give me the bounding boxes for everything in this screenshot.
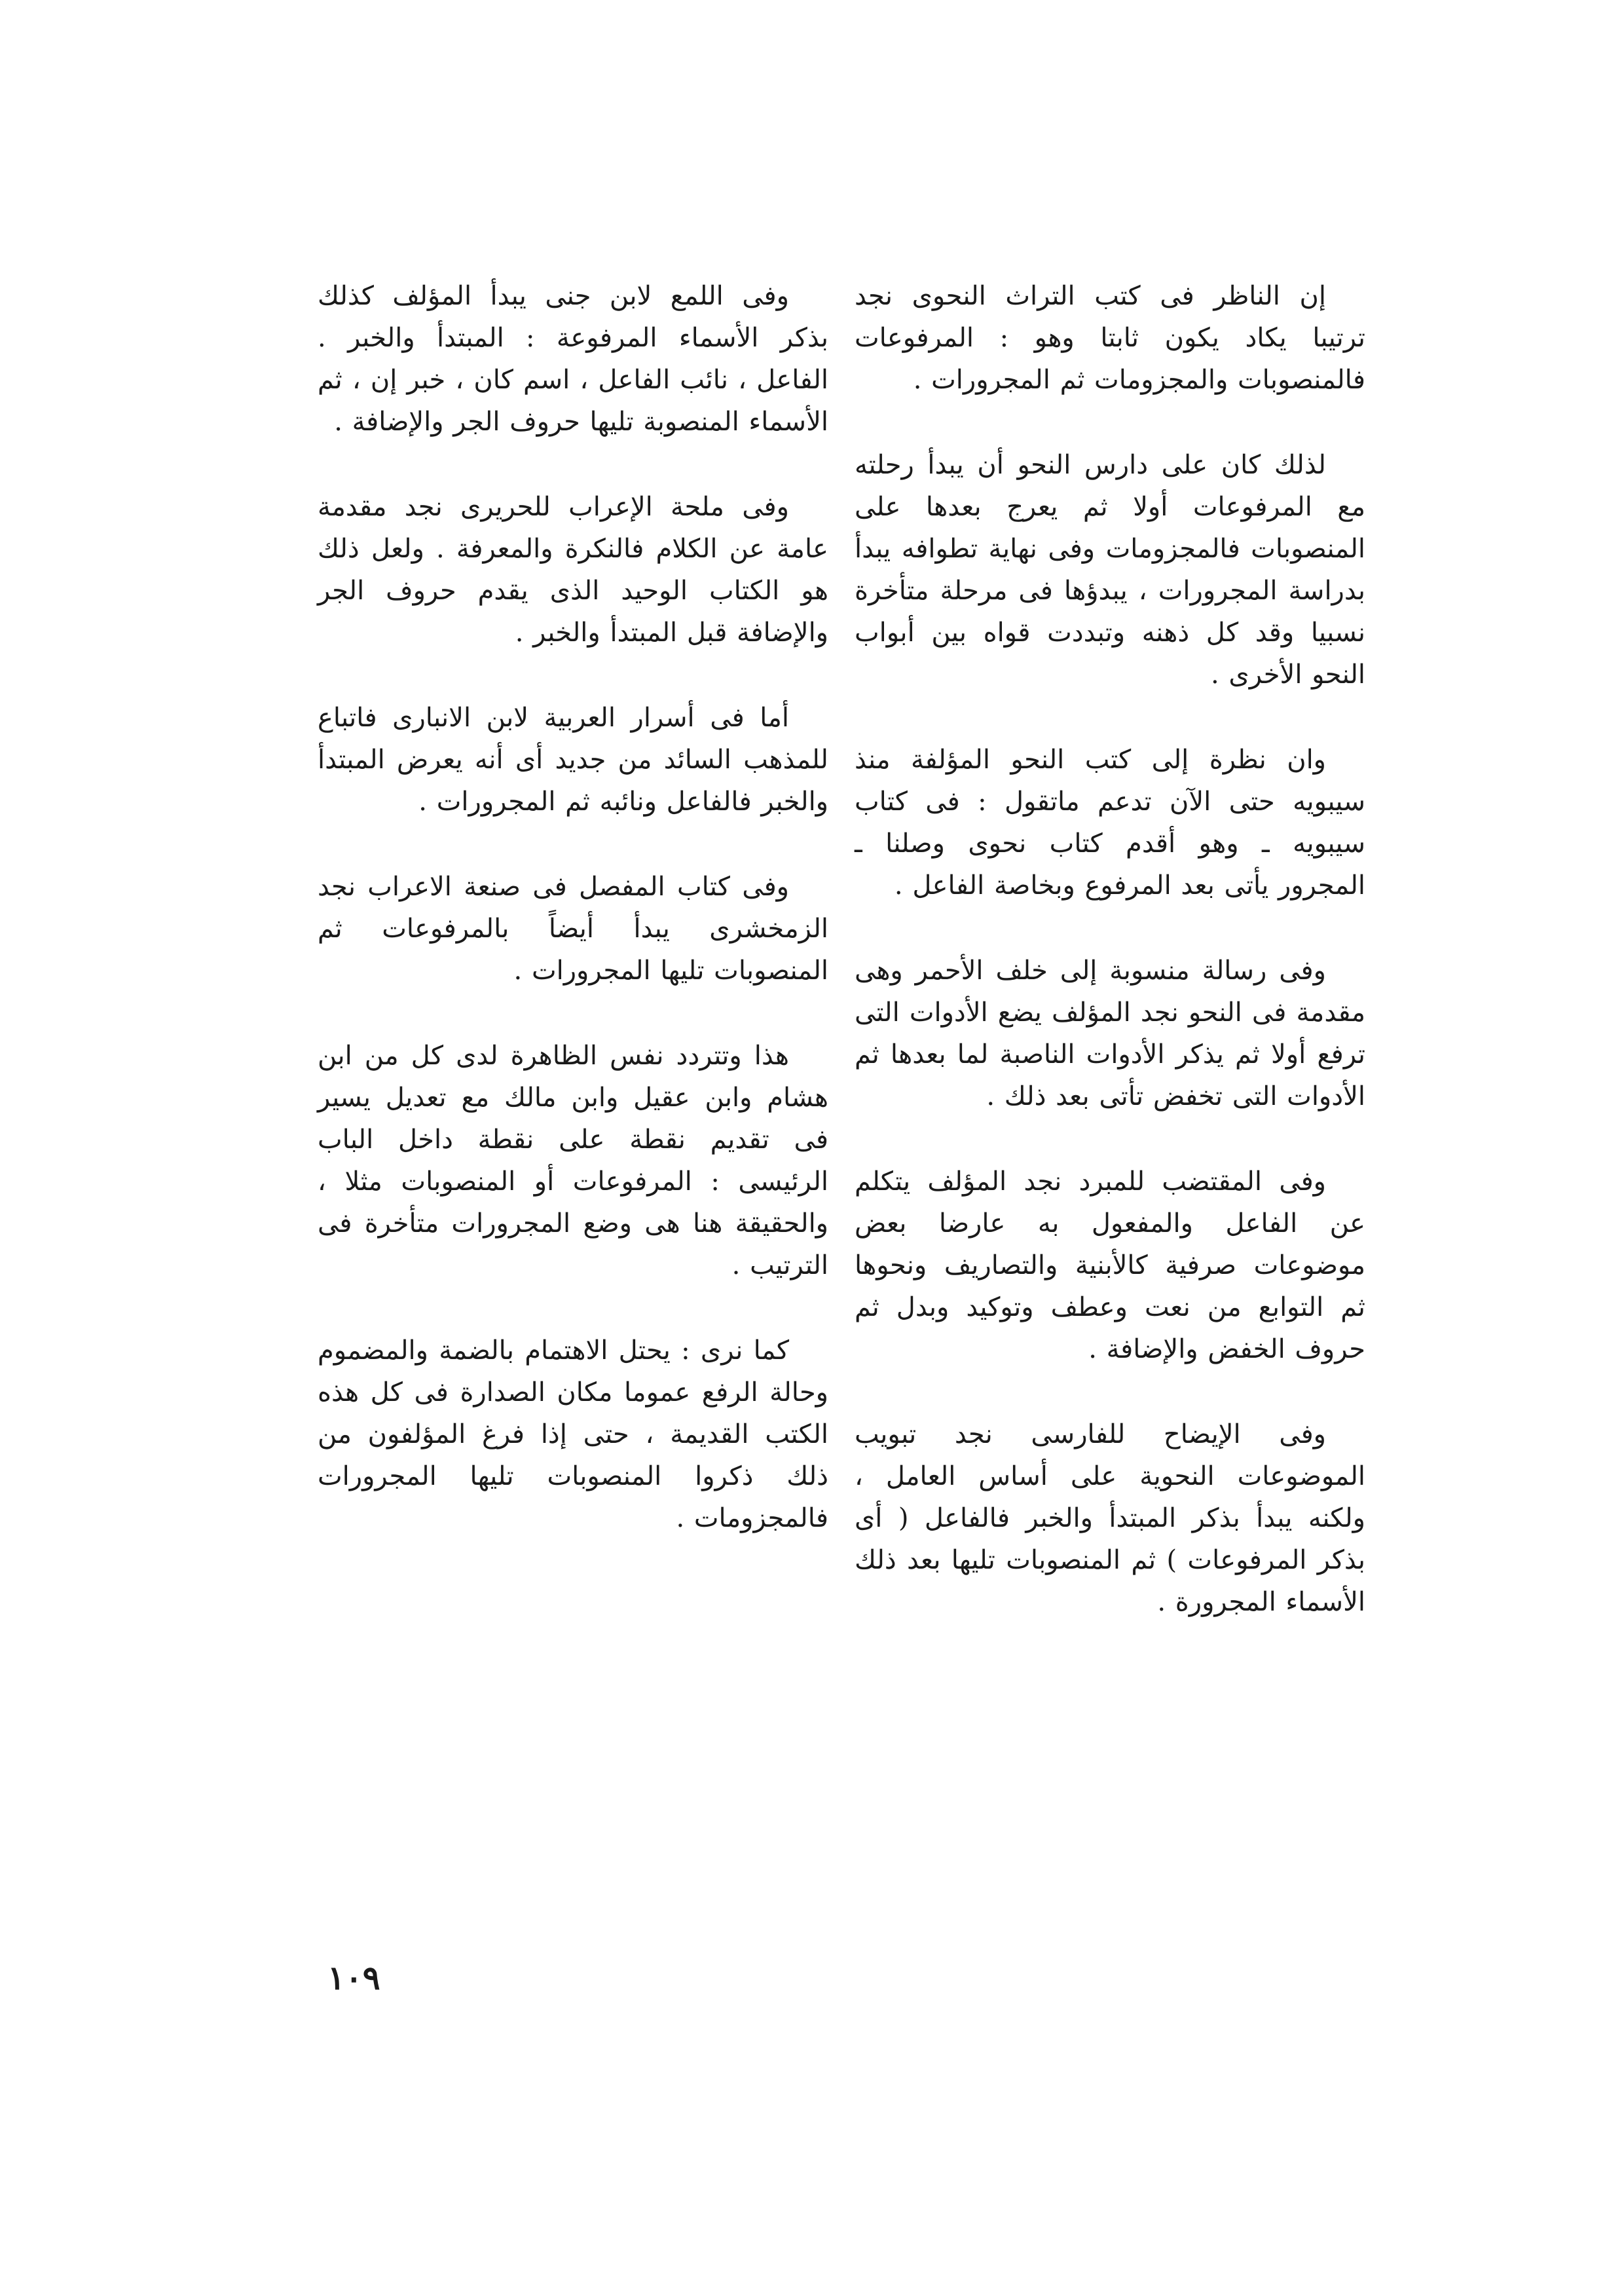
right-column <box>855 275 1365 1666</box>
paragraph: وفى كتاب المفصل فى صنعة الاعراب نجد الزمخشرى يبدأ أيضاً بالمرفوعات ثم المنصوبات تليها المجرورات . <box>318 872 828 986</box>
paragraph: وفى المقتضب للمبرد نجد المؤلف يتكلم عن الفاعل والمفعول به عارضا بعض موضوعات صرفية كالأبنية والتصاريف ونحوها ثم التوابع من نعت وعطف وتوكيد وبدل ثم حروف الخفض والإضافة . <box>855 1166 1365 1364</box>
paragraph: وفى رسالة منسوبة إلى خلف الأحمر وهى مقدمة فى النحو نجد المؤلف يضع الأدوات التى ترفع أولا ثم يذكر الأدوات الناصبة لما بعدها ثم الأدوات التى تخفض تأتى بعد ذلك . <box>855 956 1365 1111</box>
paragraph: إن الناظر فى كتب التراث النحوى نجد ترتيبا يكاد يكون ثابتا وهو : المرفوعات فالمنصوبات والمجزومات ثم المجرورات . <box>855 281 1365 395</box>
paragraph: وان نظرة إلى كتب النحو المؤلفة منذ سيبويه حتى الآن تدعم ماتقول : فى كتاب سيبويه ـ وهو أقدم كتاب نحوى وصلنا ـ المجرور يأتى بعد المرفوع وبخاصة الفاعل . <box>855 745 1365 901</box>
paragraph: وفى الإيضاح للفارسى نجد تبويب الموضوعات النحوية على أساس العامل ، ولكنه يبدأ بذكر المبتدأ والخبر فالفاعل ( أى بذكر المرفوعات ) ثم المنصوبات تليها بعد ذلك الأسماء المجرورة . <box>855 1419 1365 1617</box>
paragraph: لذلك كان على دارس النحو أن يبدأ رحلته مع المرفوعات أولا ثم يعرج بعدها على المنصوبات فالمجزومات وفى نهاية تطوافه يبدأ بدراسة المجرورات ، يبدؤها فى مرحلة متأخرة نسبيا وقد كل ذهنه وتبددت قواه بين أبواب النحو الأخرى . <box>855 450 1365 690</box>
paragraph: هذا وتتردد نفس الظاهرة لدى كل من ابن هشام وابن عقيل وابن مالك مع تعديل يسير فى تقديم نقطة على نقطة داخل الباب الرئيسى : المرفوعات أو المنصوبات مثلا ، والحقيقة هنا هى وضع المجرورات متأخرة فى الترتيب . <box>318 1041 828 1280</box>
left-column <box>318 275 828 1582</box>
paragraph: كما نرى : يحتل الاهتمام بالضمة والمضموم وحالة الرفع عموما مكان الصدارة فى كل هذه الكتب القديمة ، حتى إذا فرغ المؤلفون من ذلك ذكروا المنصوبات تليها المجرورات فالمجزومات . <box>318 1335 828 1533</box>
paragraph: وفى ملحة الإعراب للحريرى نجد مقدمة عامة عن الكلام فالنكرة والمعرفة . ولعل ذلك هو الكتاب الوحيد الذى يقدم حروف الجر والإضافة قبل المبتدأ والخبر . <box>318 492 828 648</box>
paragraph: وفى اللمع لابن جنى يبدأ المؤلف كذلك بذكر الأسماء المرفوعة : المبتدأ والخبر . الفاعل ، نائب الفاعل ، اسم كان ، خبر إن ، ثم الأسماء المنصوبة تليها حروف الجر والإضافة . <box>318 281 828 437</box>
page-number: ١٠٩ <box>327 1958 380 1997</box>
paragraph: أما فى أسرار العربية لابن الانبارى فاتباع للمذهب السائد من جديد أى أنه يعرض المبتدأ والخبر فالفاعل ونائبه ثم المجرورات . <box>318 703 828 817</box>
